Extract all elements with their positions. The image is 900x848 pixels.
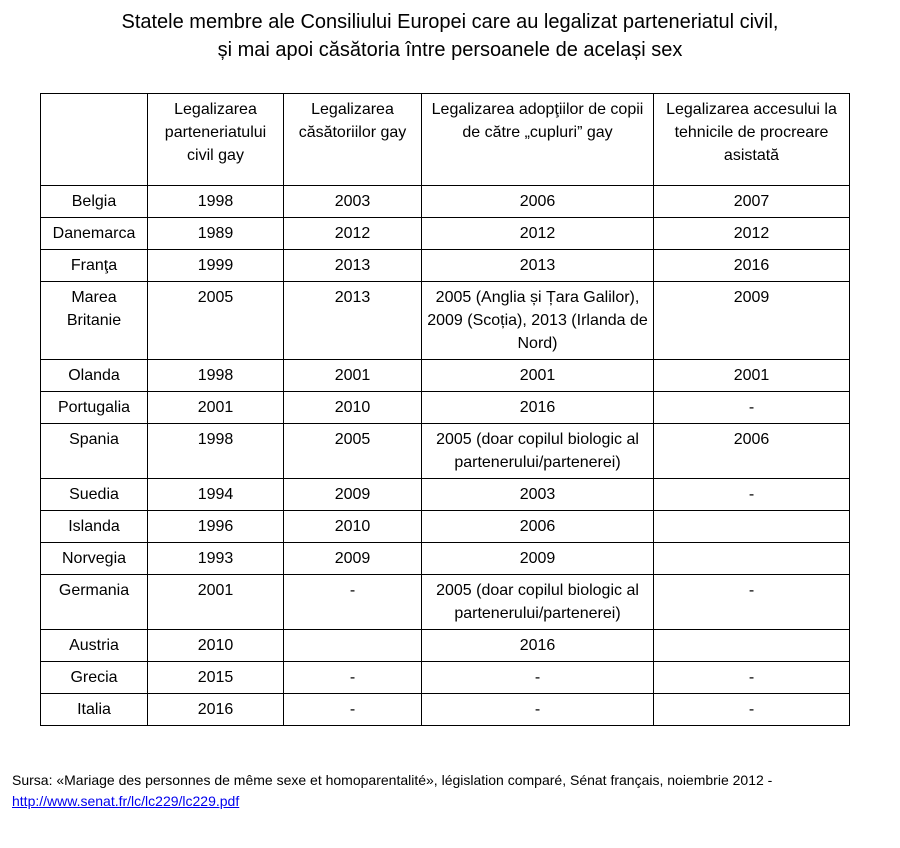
cell-country: Spania (41, 424, 148, 479)
cell-assisted-procreation: 2009 (654, 282, 850, 360)
cell-marriage: 2003 (284, 186, 422, 218)
cell-civil-partnership: 2001 (148, 575, 284, 630)
cell-marriage: 2009 (284, 479, 422, 511)
cell-assisted-procreation: 2012 (654, 218, 850, 250)
cell-adoption: 2001 (422, 360, 654, 392)
table-header-row (41, 94, 850, 186)
cell-country: Marea Britanie (41, 282, 148, 360)
source-text: Sursa: «Mariage des personnes de même sexe et homoparentalité», législation comparé, Sénat français, noiembrie 2012 - (12, 772, 773, 788)
cell-adoption: 2003 (422, 479, 654, 511)
header-civil-partnership: Legalizarea parteneriatului civil gay (148, 94, 284, 186)
cell-marriage: 2001 (284, 360, 422, 392)
cell-civil-partnership: 1996 (148, 511, 284, 543)
cell-assisted-procreation: - (654, 694, 850, 726)
table-row (41, 250, 850, 282)
cell-country: Danemarca (41, 218, 148, 250)
cell-civil-partnership: 1998 (148, 424, 284, 479)
cell-civil-partnership: 2010 (148, 630, 284, 662)
cell-adoption: - (422, 694, 654, 726)
header-assisted-procreation: Legalizarea accesului la tehnicile de procreare asistată (654, 94, 850, 186)
cell-marriage: 2013 (284, 282, 422, 360)
cell-marriage: 2009 (284, 543, 422, 575)
cell-marriage (284, 630, 422, 662)
cell-civil-partnership: 1998 (148, 360, 284, 392)
cell-civil-partnership: 2015 (148, 662, 284, 694)
cell-assisted-procreation: - (654, 575, 850, 630)
cell-assisted-procreation (654, 630, 850, 662)
title-line-1: Statele membre ale Consiliului Europei care au legalizat parteneriatul civil, (121, 11, 779, 33)
cell-marriage: 2012 (284, 218, 422, 250)
cell-country: Islanda (41, 511, 148, 543)
header-adoption: Legalizarea adopţiilor de copii de către „cupluri” gay (422, 94, 654, 186)
header-marriage: Legalizarea căsătoriilor gay (284, 94, 422, 186)
page-title (0, 8, 900, 64)
title-line-2: și mai apoi căsătoria între persoanele de același sex (217, 39, 683, 61)
cell-adoption: 2016 (422, 392, 654, 424)
cell-adoption: 2006 (422, 186, 654, 218)
cell-country: Portugalia (41, 392, 148, 424)
cell-marriage: 2005 (284, 424, 422, 479)
cell-adoption: 2012 (422, 218, 654, 250)
table-row (41, 360, 850, 392)
cell-assisted-procreation (654, 511, 850, 543)
table-row (41, 479, 850, 511)
table-row (41, 186, 850, 218)
header-country (41, 94, 148, 186)
cell-adoption: 2005 (doar copilul biologic al partenerului/partenerei) (422, 575, 654, 630)
table-row (41, 424, 850, 479)
cell-marriage: 2010 (284, 511, 422, 543)
cell-country: Italia (41, 694, 148, 726)
cell-country: Suedia (41, 479, 148, 511)
cell-civil-partnership: 1994 (148, 479, 284, 511)
table-row (41, 543, 850, 575)
table-row (41, 218, 850, 250)
cell-adoption: 2006 (422, 511, 654, 543)
cell-marriage: 2013 (284, 250, 422, 282)
cell-assisted-procreation: 2007 (654, 186, 850, 218)
cell-marriage: - (284, 694, 422, 726)
cell-adoption: 2016 (422, 630, 654, 662)
cell-assisted-procreation: 2016 (654, 250, 850, 282)
cell-adoption: 2013 (422, 250, 654, 282)
cell-adoption: 2005 (Anglia și Țara Galilor), 2009 (Scoția), 2013 (Irlanda de Nord) (422, 282, 654, 360)
cell-civil-partnership: 2016 (148, 694, 284, 726)
cell-assisted-procreation (654, 543, 850, 575)
cell-marriage: - (284, 575, 422, 630)
cell-civil-partnership: 1993 (148, 543, 284, 575)
cell-civil-partnership: 1989 (148, 218, 284, 250)
table-row (41, 630, 850, 662)
legalization-table (40, 93, 850, 726)
cell-civil-partnership: 1999 (148, 250, 284, 282)
cell-assisted-procreation: - (654, 662, 850, 694)
cell-country: Grecia (41, 662, 148, 694)
cell-civil-partnership: 2005 (148, 282, 284, 360)
table-row (41, 575, 850, 630)
cell-marriage: 2010 (284, 392, 422, 424)
cell-civil-partnership: 2001 (148, 392, 284, 424)
cell-marriage: - (284, 662, 422, 694)
table-row (41, 694, 850, 726)
table-row (41, 282, 850, 360)
table-row (41, 511, 850, 543)
cell-assisted-procreation: - (654, 392, 850, 424)
cell-adoption: 2005 (doar copilul biologic al partenerului/partenerei) (422, 424, 654, 479)
cell-assisted-procreation: - (654, 479, 850, 511)
source-link[interactable]: http://www.senat.fr/lc/lc229/lc229.pdf (12, 793, 240, 809)
cell-assisted-procreation: 2006 (654, 424, 850, 479)
table-body (41, 186, 850, 726)
cell-country: Franţa (41, 250, 148, 282)
cell-country: Austria (41, 630, 148, 662)
cell-assisted-procreation: 2001 (654, 360, 850, 392)
source-note (12, 770, 892, 812)
table-row (41, 392, 850, 424)
table-row (41, 662, 850, 694)
cell-adoption: 2009 (422, 543, 654, 575)
cell-adoption: - (422, 662, 654, 694)
cell-country: Norvegia (41, 543, 148, 575)
cell-country: Olanda (41, 360, 148, 392)
cell-country: Belgia (41, 186, 148, 218)
cell-country: Germania (41, 575, 148, 630)
cell-civil-partnership: 1998 (148, 186, 284, 218)
